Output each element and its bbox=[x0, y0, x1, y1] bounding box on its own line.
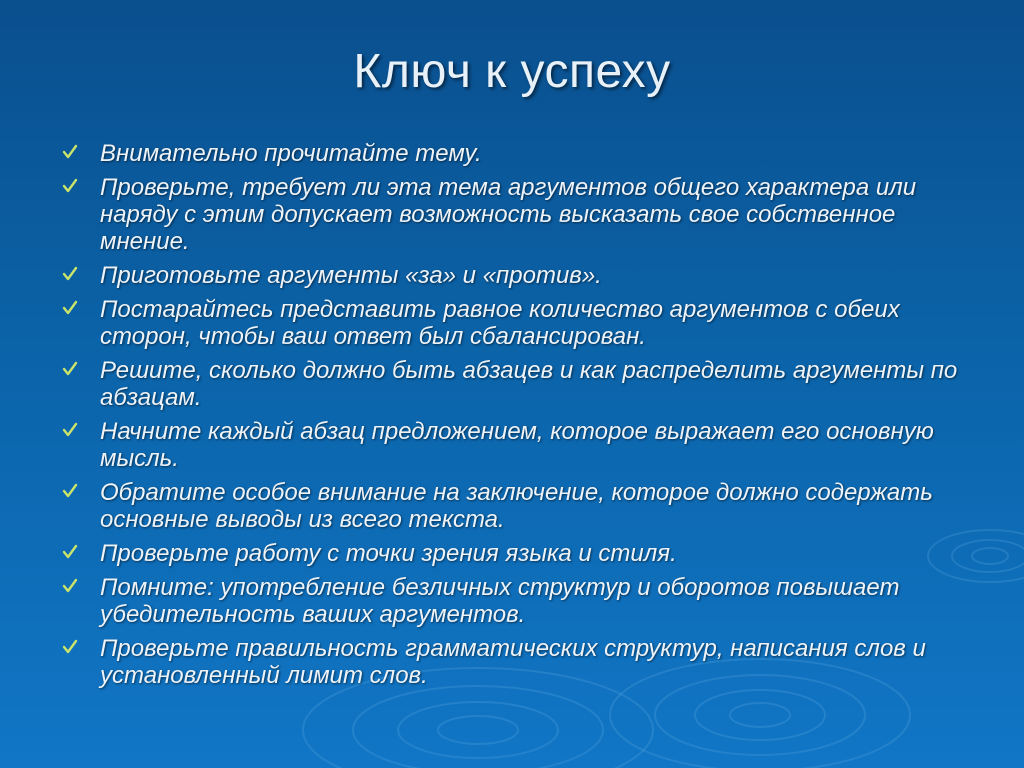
bullet-text: Проверьте правильность грамматических структур, написания слов и установленный лимит слов. bbox=[100, 635, 926, 689]
list-item bbox=[62, 174, 982, 255]
bullet-text: Проверьте работу с точки зрения языка и стиля. bbox=[100, 540, 677, 567]
list-item bbox=[62, 418, 982, 472]
checkmark-icon bbox=[62, 177, 78, 195]
list-item bbox=[62, 357, 982, 411]
checkmark-icon bbox=[62, 577, 78, 595]
list-item bbox=[62, 540, 982, 567]
bullet-text: Начните каждый абзац предложением, которое выражает его основную мысль. bbox=[100, 418, 934, 472]
list-item bbox=[62, 140, 982, 167]
checkmark-icon bbox=[62, 299, 78, 317]
list-item bbox=[62, 296, 982, 350]
slide-title: Ключ к успеху bbox=[353, 45, 671, 98]
bullet-text: Проверьте, требует ли эта тема аргументов общего характера или наряду с этим допускает возможность высказать свое собственное мнение. bbox=[100, 174, 917, 255]
checkmark-icon bbox=[62, 482, 78, 500]
list-item bbox=[62, 574, 982, 628]
checkmark-icon bbox=[62, 360, 78, 378]
checkmark-icon bbox=[62, 638, 78, 656]
bullet-text: Приготовьте аргументы «за» и «против». bbox=[100, 262, 602, 289]
list-item bbox=[62, 479, 982, 533]
checkmark-icon bbox=[62, 265, 78, 283]
bullet-text: Обратите особое внимание на заключение, которое должно содержать основные выводы из всего текста. bbox=[100, 479, 933, 533]
bullet-text: Помните: употребление безличных структур и оборотов повышает убедительность ваших аргументов. bbox=[100, 574, 900, 628]
checkmark-icon bbox=[62, 143, 78, 161]
checkmark-icon bbox=[62, 543, 78, 561]
checkmark-icon bbox=[62, 421, 78, 439]
bullet-text: Решите, сколько должно быть абзацев и как распределить аргументы по абзацам. bbox=[100, 357, 958, 411]
list-item bbox=[62, 262, 982, 289]
list-item bbox=[62, 635, 982, 689]
bullet-text: Постарайтесь представить равное количество аргументов с обеих сторон, чтобы ваш ответ был сбалансирован. bbox=[100, 296, 900, 350]
bullet-text: Внимательно прочитайте тему. bbox=[100, 140, 482, 167]
bullet-list bbox=[62, 140, 982, 696]
